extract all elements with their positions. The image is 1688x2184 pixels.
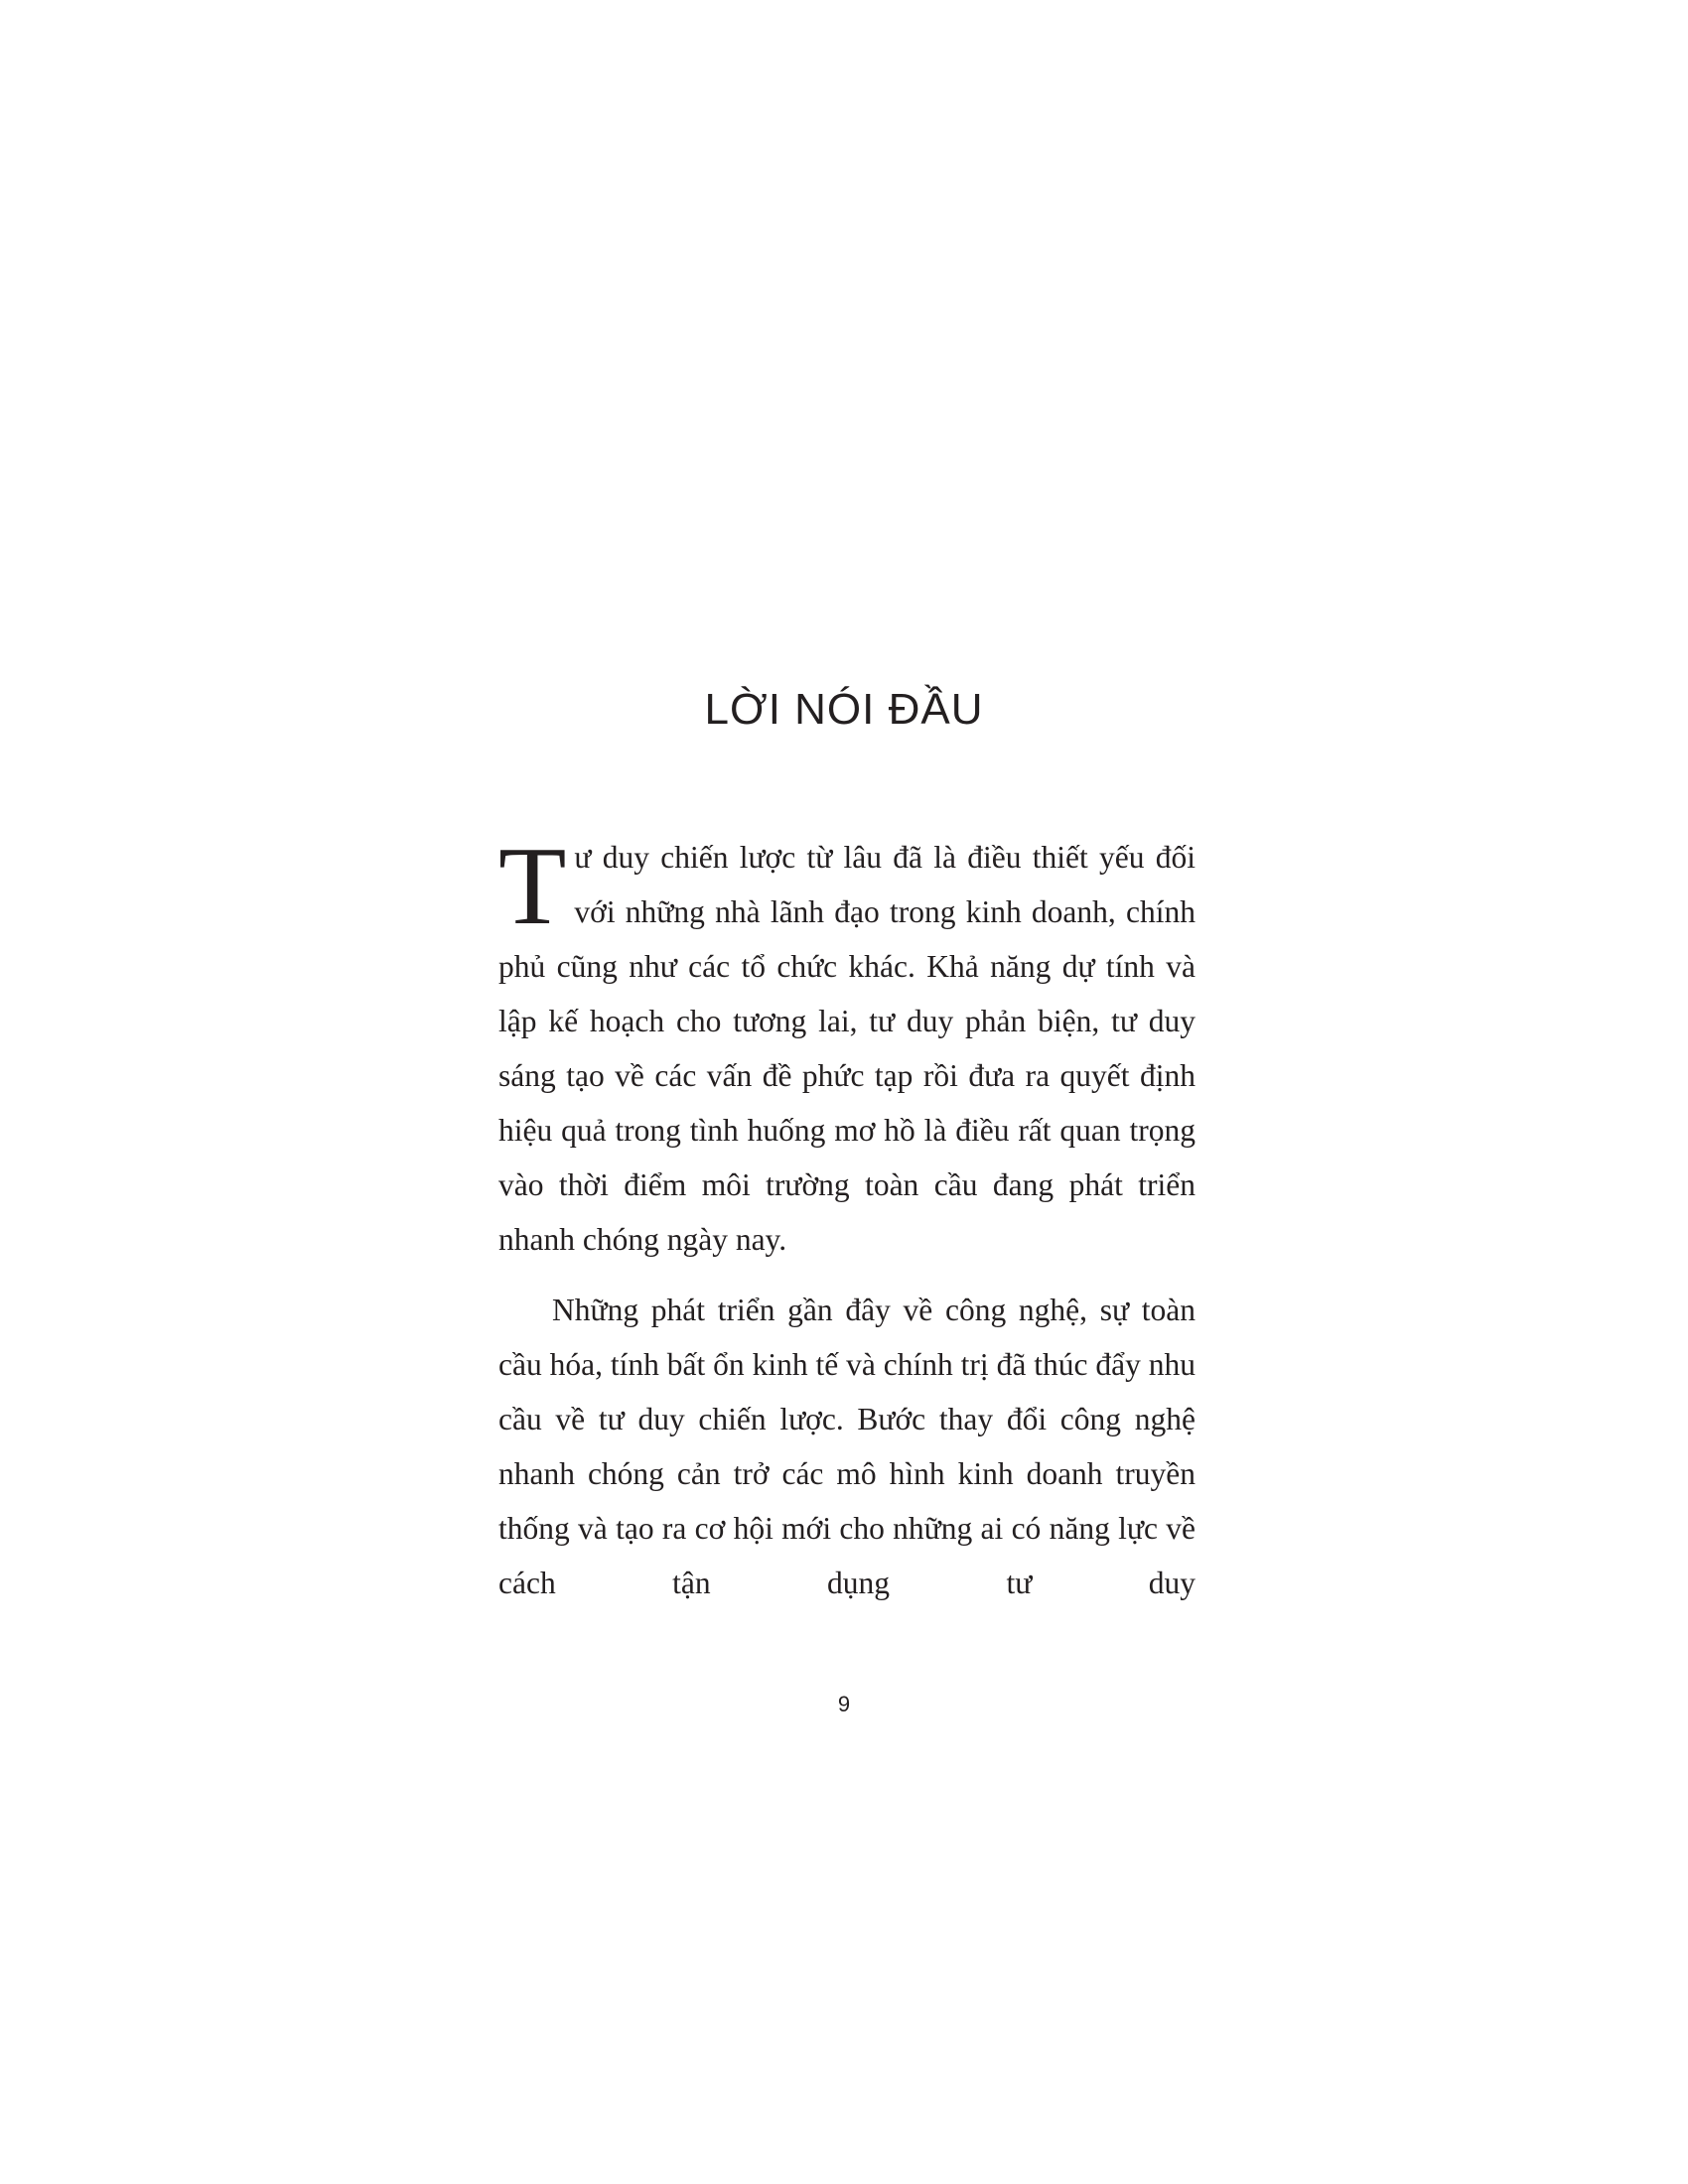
paragraph-1 (498, 825, 1196, 1267)
page-number: 9 (837, 1692, 851, 1716)
paragraph-1-text: ư duy chiến lược từ lâu đã là điều thiết yếu đối với những nhà lãnh đạo trong kinh doanh, chính phủ cũng như các tổ chức khác. Khả năng dự tính và lập kế hoạch cho tương lai, tư duy phản biện, tư duy sáng tạo về các vấn đề phức tạp rồi đưa ra quyết định hiệu quả trong tình huống mơ hồ là điều rất quan trọng vào thời điểm môi trường toàn cầu đang phát triển nhanh chóng ngày nay. (498, 840, 1196, 1257)
body-text (498, 825, 1196, 1610)
page-title: LỜI NÓI ĐẦU (704, 685, 984, 734)
paragraph-2: Những phát triển gần đây về công nghệ, sự toàn cầu hóa, tính bất ổn kinh tế và chính trị đã thúc đẩy nhu cầu về tư duy chiến lược. Bước thay đổi công nghệ nhanh chóng cản trở các mô hình kinh doanh truyền thống và tạo ra cơ hội mới cho những ai có năng lực về cách tận dụng tư duy (498, 1293, 1196, 1600)
drop-cap: T (498, 825, 567, 948)
